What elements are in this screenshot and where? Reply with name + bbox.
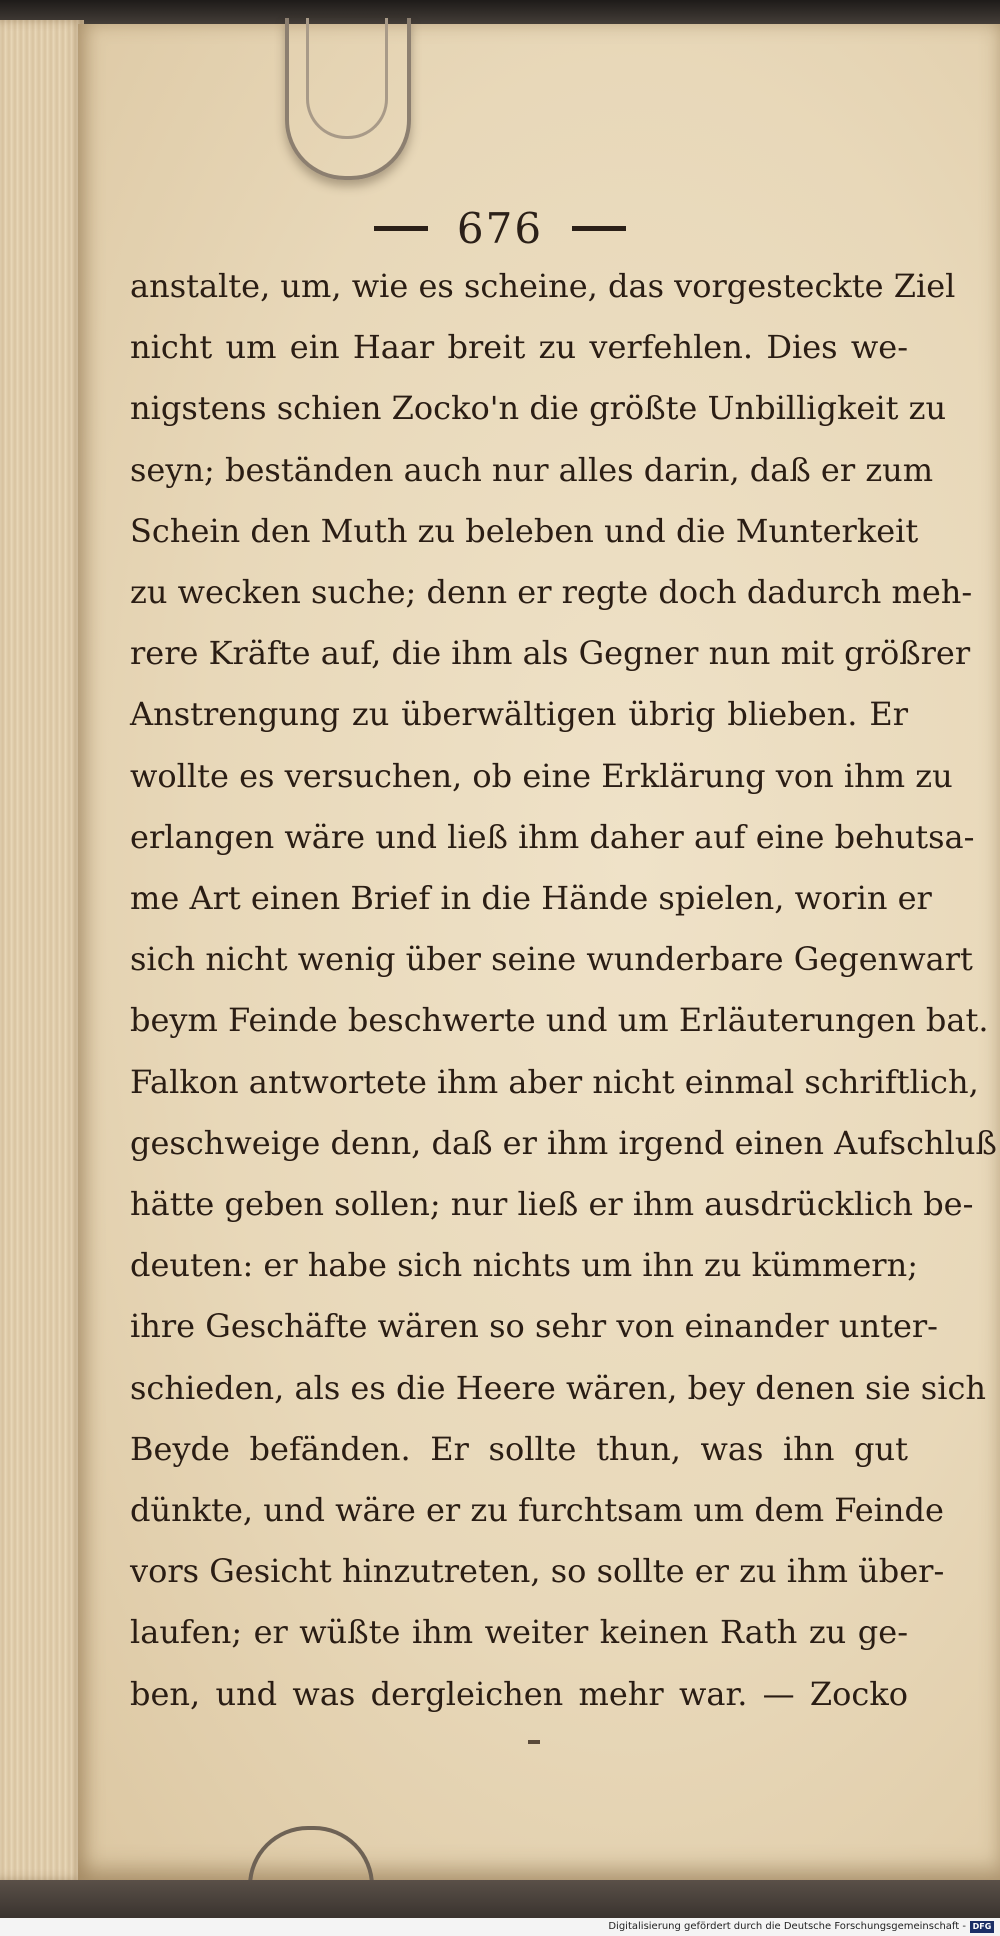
text-line: erlangen wäre und ließ ihm daher auf eine behutsa- (130, 817, 975, 856)
text-line: anstalte, um, wie es scheine, das vorgesteckte Ziel (130, 267, 956, 305)
text-line: Falkon antwortete ihm aber nicht einmal schriftlich, (130, 1062, 979, 1101)
text-line: zu wecken suche; denn er regte doch dadurch meh- (130, 573, 973, 612)
page-header (0, 204, 1000, 253)
page-clip-inner (306, 18, 388, 139)
text-line: deuten: er habe sich nichts um ihn zu kümmern; (130, 1246, 918, 1285)
text-line: ihre Geschäfte wären so sehr von einander unter- (130, 1307, 938, 1346)
text-line: beym Feinde beschwerte und um Erläuterungen bat. (130, 1001, 989, 1040)
text-line: nicht um ein Haar breit zu verfehlen. Dies we- (130, 328, 908, 367)
text-line: Beyde befänden. Er sollte thun, was ihn gut (130, 1429, 908, 1468)
text-line: schieden, als es die Heere wären, bey denen sie sich (130, 1368, 986, 1407)
text-line: seyn; beständen auch nur alles darin, daß er zum (130, 450, 934, 489)
page-number: 676 (456, 204, 544, 253)
text-line: laufen; er wüßte ihm weiter keinen Rath zu ge- (130, 1613, 908, 1652)
page-body-text (130, 256, 997, 1725)
header-dash-left (374, 226, 428, 231)
text-line: dünkte, und wäre er zu furchtsam um dem Feinde (130, 1491, 944, 1530)
text-line: Anstrengung zu überwältigen übrig blieben. Er (130, 695, 908, 734)
dfg-logo-icon: DFG (970, 1921, 994, 1933)
text-line: Schein den Muth zu beleben und die Munterkeit (130, 511, 919, 550)
text-line: vors Gesicht hinzutreten, so sollte er zu ihm über- (130, 1552, 945, 1591)
header-dash-right (572, 226, 626, 231)
footer-credit: Digitalisierung gefördert durch die Deutsche Forschungsgemeinschaft - (608, 1921, 966, 1932)
text-line: rere Kräfte auf, die ihm als Gegner nun mit größrer (130, 634, 971, 673)
text-line: hätte geben sollen; nur ließ er ihm ausdrücklich be- (130, 1185, 974, 1224)
text-line: ben, und was dergleichen mehr war. — Zocko (130, 1674, 908, 1713)
ink-mark (528, 1740, 540, 1744)
digitization-footer (0, 1918, 1000, 1936)
text-line: nigstens schien Zocko'n die größte Unbilligkeit zu (130, 389, 947, 428)
text-line: wollte es versuchen, ob eine Erklärung von ihm zu (130, 756, 953, 795)
page-stack-edge (0, 20, 84, 1880)
text-line: geschweige denn, daß er ihm irgend einen Aufschluß (130, 1123, 997, 1162)
text-line: sich nicht wenig über seine wunderbare Gegenwart (130, 940, 973, 979)
text-line: me Art einen Brief in die Hände spielen, worin er (130, 879, 932, 918)
